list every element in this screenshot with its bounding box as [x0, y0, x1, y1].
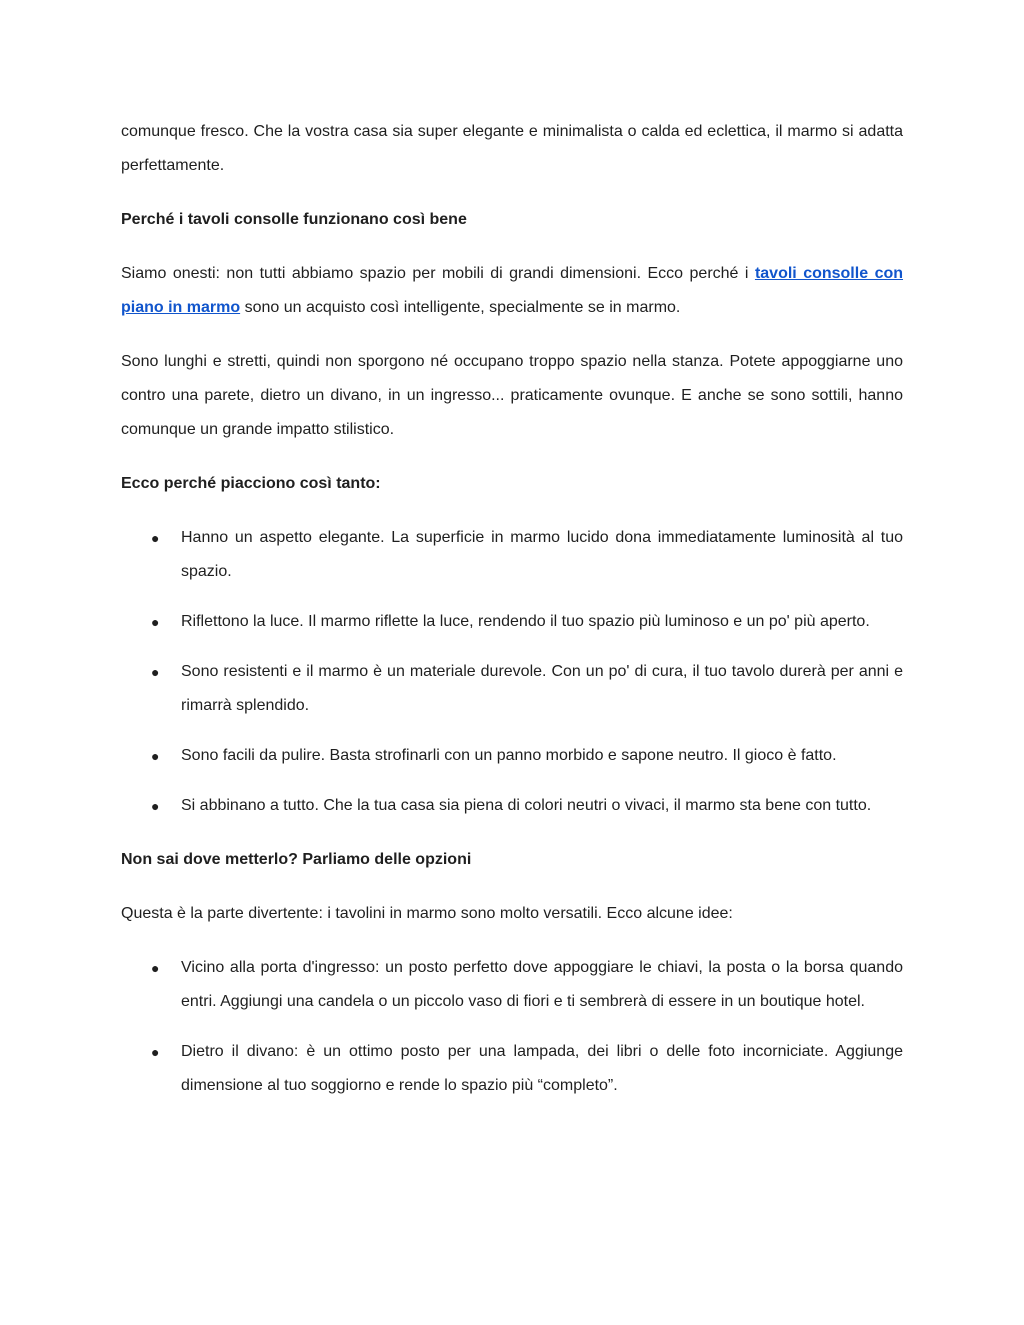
list-item: [121, 655, 903, 723]
reasons-list: [121, 521, 903, 823]
list-item-text: Si abbinano a tutto. Che la tua casa sia piena di colori neutri o vivaci, il marmo sta bene con tutto.: [181, 797, 872, 814]
bullet-icon: ●: [151, 530, 160, 546]
bullet-icon: ●: [151, 664, 160, 680]
list-item-text: Sono facili da pulire. Basta strofinarli con un panno morbido e sapone neutro. Il gioco è fatto.: [181, 747, 837, 764]
list-item: [121, 521, 903, 589]
list-item-text: Riflettono la luce. Il marmo riflette la luce, rendendo il tuo spazio più luminoso e un po' più aperto.: [181, 613, 870, 630]
list-item: [121, 1035, 903, 1103]
section1-p1-text-after: sono un acquisto così intelligente, specialmente se in marmo.: [240, 299, 681, 316]
list-item-text: Dietro il divano: è un ottimo posto per una lampada, dei libri o delle foto incorniciate. Aggiunge dimensione al tuo soggiorno e rende lo spazio più “completo”.: [181, 1043, 903, 1094]
bullet-icon: ●: [151, 1044, 160, 1060]
section1-paragraph-2: Sono lunghi e stretti, quindi non sporgono né occupano troppo spazio nella stanza. Potete appoggiarne uno contro una parete, dietro un divano, in un ingresso... praticamente ovunque. E anche se sono sottili, hanno comunque un grande impatto stilistico.: [121, 353, 903, 438]
list-item-text: Sono resistenti e il marmo è un materiale durevole. Con un po' di cura, il tuo tavolo durerà per anni e rimarrà splendido.: [181, 663, 903, 714]
list-item-text: Vicino alla porta d'ingresso: un posto perfetto dove appoggiare le chiavi, la posta o la borsa quando entri. Aggiungi una candela o un piccolo vaso di fiori e ti sembrerà di essere in un boutique hotel.: [181, 959, 903, 1010]
bullet-icon: ●: [151, 748, 160, 764]
section-heading-why-liked: Ecco perché piacciono così tanto:: [121, 475, 381, 492]
list-item-text: Hanno un aspetto elegante. La superficie in marmo lucido dona immediatamente luminosità al tuo spazio.: [181, 529, 903, 580]
placement-ideas-list: [121, 951, 903, 1103]
document-page: [121, 115, 903, 1123]
section-heading-placement-options: Non sai dove metterlo? Parliamo delle opzioni: [121, 851, 472, 868]
bullet-icon: ●: [151, 798, 160, 814]
bullet-icon: ●: [151, 614, 160, 630]
section1-paragraph-1: [121, 257, 903, 325]
intro-paragraph: comunque fresco. Che la vostra casa sia super elegante e minimalista o calda ed eclettica, il marmo si adatta perfettamente.: [121, 123, 903, 174]
bullet-icon: ●: [151, 960, 160, 976]
list-item: [121, 739, 903, 773]
list-item: [121, 605, 903, 639]
list-item: [121, 789, 903, 823]
marble-console-tables-link[interactable]: tavoli consolle con piano in marmo: [121, 265, 904, 316]
section3-paragraph-1: Questa è la parte divertente: i tavolini in marmo sono molto versatili. Ecco alcune idee:: [121, 905, 733, 922]
section-heading-console-tables: Perché i tavoli consolle funzionano così bene: [121, 211, 467, 228]
list-item: [121, 951, 903, 1019]
section1-p1-text-before: Siamo onesti: non tutti abbiamo spazio per mobili di grandi dimensioni. Ecco perché i: [121, 265, 755, 282]
